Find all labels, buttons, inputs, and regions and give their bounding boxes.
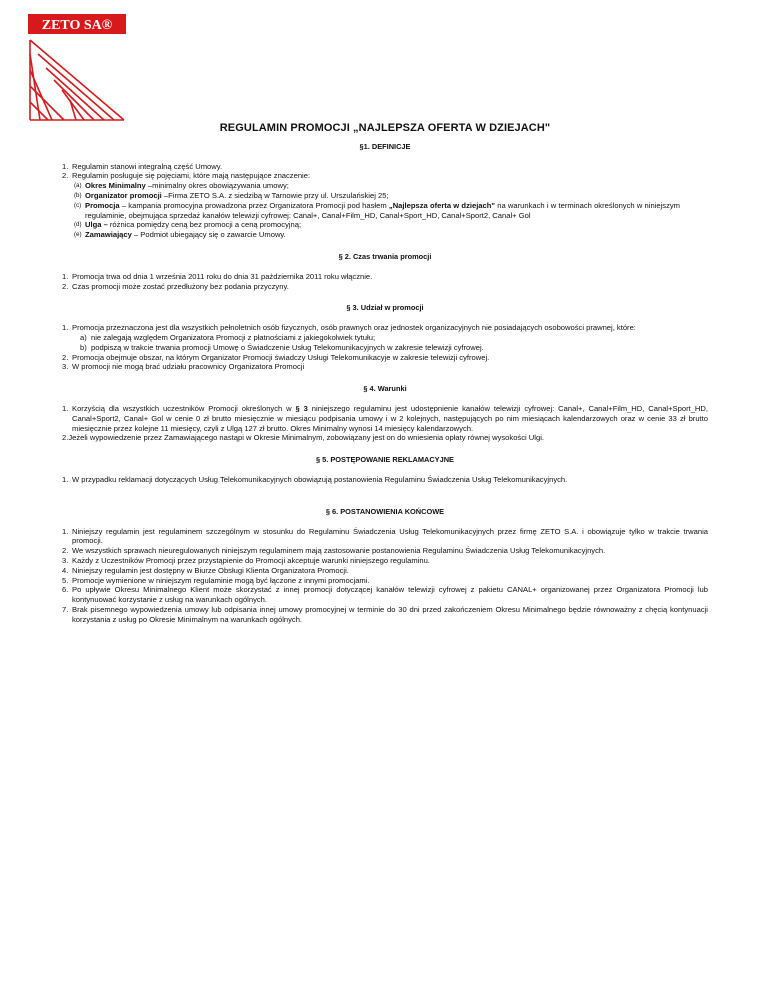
s3-condition-a: a) nie zalegają względem Organizatora Promocji z płatnościami z jakiegokolwiek tytułu; xyxy=(80,332,376,342)
s4-point-2: 2.Jeżeli wypowiedzenie przez Zamawiającego nastąpi w Okresie Minimalnym, zobowiązany jest on do wniesienia opłaty równej wysokości Ulgi. xyxy=(62,433,544,443)
s3-point-2: 2. Promocja obejmuje obszar, na którym Organizator Promocji świadczy Usługi Telekomunikacyje w zakresie telewizji cyfrowej. xyxy=(62,352,490,362)
s4-point-1: 1. Korzyścią dla wszystkich uczestników Promocji określonych w § 3 niniejszego regulaminu jest udostępnienie kanałów telewizji cyfrowej: Canal+, Canal+Film_HD, Canal+Sport_HD, Canal+Sport2, Canal+ Gol w cenie 0 zł brutto miesięcznie w miesiącu podpisania umowy i w 2 kolejnych, następujących po nim miesiącach kalendarzowych oraz w cenie 33 zł brutto miesięcznie przez kolejne 11 miesięcy, czyli z Ulgą 127 zł brutto. Okres Minimalny wynosi 14 miesięcy kalendarzowych. xyxy=(62,403,709,433)
s6-point-7: 7. Brak pisemnego wypowiedzenia umowy lub odpisania innej umowy promocyjnej w terminie do 30 dni przed zakończeniem Okresu Minimalnego będzie równoważny z chęcią kontynuacji korzystania z usług po Okresie Minimalnym na warunkach ogólnych. xyxy=(62,604,708,624)
section-6-heading: § 6. POSTANOWIENIA KOŃCOWE xyxy=(325,506,445,516)
s6-point-6: 6. Po upływie Okresu Minimalnego Klient może skorzystać z innej promocji dotyczącej kanałów telewizji cyfrowej z pakietu CANAL+ organizowanej przez Organizatora Promocji lub kontynuować korzystanie z usług na warunkach ogólnych. xyxy=(62,585,708,605)
s6-point-5: 5. Promocje wymienione w niniejszym regulaminie mogą być łączone z innymi promocjami. xyxy=(62,575,370,585)
s6-point-1: 1. Niniejszy regulamin jest regulaminem szczególnym w stosunku do Regulaminu Świadczenia Usług Telekomunikacyjnych przez firmę ZETO S.A. i obowiązuje tylko w trakcie trwania promocji. xyxy=(62,526,708,546)
zeto-logo-graphic xyxy=(28,14,126,122)
document-title: REGULAMIN PROMOCJI „NAJLEPSZA OFERTA W DZIEJACH" xyxy=(219,122,551,134)
regulation-document xyxy=(62,124,708,624)
section-4-heading: § 4. Warunki xyxy=(363,384,407,394)
s2-point-1: 1. Promocja trwa od dnia 1 września 2011 roku do dnia 31 października 2011 roku włącznie. xyxy=(62,271,373,281)
definition-d: (d) Ulga – różnica pomiędzy ceną bez promocji a ceną promocyjną; xyxy=(74,220,302,230)
section-3-heading: § 3. Udział w promocji xyxy=(346,303,424,313)
s5-point-1: 1. W przypadku reklamacji dotyczących Usług Telekomunikacyjnych obowiązują postanowienia Regulaminu Świadczenia Usług Telekomunikacyjnych. xyxy=(62,474,568,484)
zeto-logo xyxy=(28,14,126,122)
s6-point-4: 4. Niniejszy regulamin jest dostępny w Biurze Obsługi Klienta Organizatora Promocji. xyxy=(62,565,349,575)
definition-e: (e) Zamawiający – Podmiot ubiegający się o zawarcie Umowy. xyxy=(74,230,286,240)
logo-text: ZETO SA® xyxy=(41,18,113,33)
definition-a: (a) Okres Minimalny –minimalny okres obowiązywania umowy; xyxy=(74,181,289,191)
definition-b: (b) Organizator promocji –Firma ZETO S.A. z siedzibą w Tarnowie przy ul. Urszulańskiej 25; xyxy=(74,190,389,200)
s3-condition-b: b) podpiszą w trakcie trwania promocji Umowę o Świadczenie Usług Telekomunikacyjnych w zakresie telewizji cyfrowej. xyxy=(80,342,484,352)
definition-c: (c) Promocja – kampania promocyjna prowadzona przez Organizatora Promocji pod hasłem „Najlepsza oferta w dziejach" na warunkach i w terminach określonych w niniejszym regulaminie, obejmująca sprzedaż kanałów telewizji cyfrowej: Canal+, Canal+Film_HD, Canal+Sport_HD, Canal+Sport2, Canal+ Gol xyxy=(74,200,681,220)
s3-point-1: 1. Promocja przeznaczona jest dla wszystkich pełnoletnich osób fizycznych, osób prawnych oraz jednostek organizacyjnych nie posiadających osobowości prawnej, które: xyxy=(62,323,636,333)
s1-point-2: 2. Regulamin posługuje się pojęciami, które mają następujące znaczenie: xyxy=(62,171,311,181)
section-1-heading: §1. DEFINICJE xyxy=(359,141,411,151)
s6-point-3: 3. Każdy z Uczestników Promocji przez przystąpienie do Promocji akceptuje warunki niniejszego regulaminu. xyxy=(62,555,430,565)
s6-point-2: 2. We wszystkich sprawach nieuregulowanych niniejszym regulaminem mają zastosowanie postanowienia Regulaminu Świadczenia Usług Telekomunikacyjnych. xyxy=(62,546,606,556)
section-5-heading: § 5. POSTĘPOWANIE REKLAMACYJNE xyxy=(316,455,454,465)
s2-point-2: 2. Czas promocji może zostać przedłużony bez podania przyczyny. xyxy=(62,281,289,291)
section-2-heading: § 2. Czas trwania promocji xyxy=(338,251,432,261)
s3-point-3: 3. W promocji nie mogą brać udziału pracownicy Organizatora Promocji xyxy=(62,362,305,372)
s1-point-1: 1. Regulamin stanowi integralną część Umowy. xyxy=(62,161,223,171)
